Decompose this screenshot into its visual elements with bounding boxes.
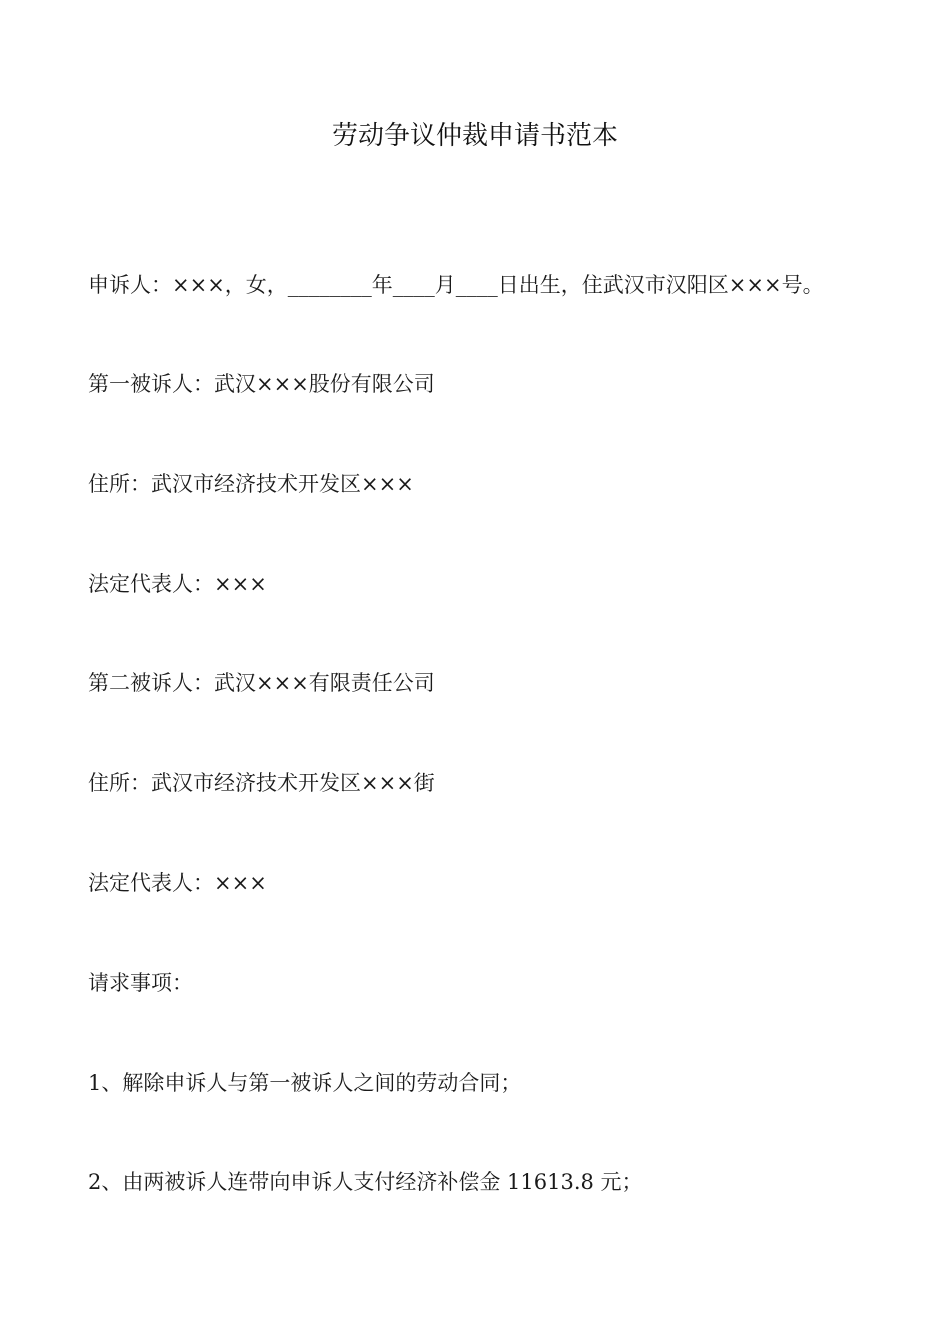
first-respondent-line: 第一被诉人：武汉×××股份有限公司 (88, 372, 435, 396)
first-respondent-address-line: 住所：武汉市经济技术开发区××× (88, 472, 414, 496)
applicant-line: 申诉人：×××，女，________年____月____日出生，住武汉市汉阳区×××号。 (88, 273, 824, 297)
claim-item-1: 1、解除申诉人与第一被诉人之间的劳动合同； (88, 1071, 522, 1095)
first-respondent-legal-rep-line: 法定代表人：××× (88, 572, 267, 596)
claims-heading: 请求事项： (88, 971, 193, 995)
claim-item-2: 2、由两被诉人连带向申诉人支付经济补偿金 11613.8 元； (88, 1170, 643, 1194)
second-respondent-line: 第二被诉人：武汉×××有限责任公司 (88, 671, 435, 695)
second-respondent-legal-rep-line: 法定代表人：××× (88, 871, 267, 895)
second-respondent-address-line: 住所：武汉市经济技术开发区×××街 (88, 771, 435, 795)
document-title: 劳动争议仲裁申请书范本 (331, 121, 618, 151)
